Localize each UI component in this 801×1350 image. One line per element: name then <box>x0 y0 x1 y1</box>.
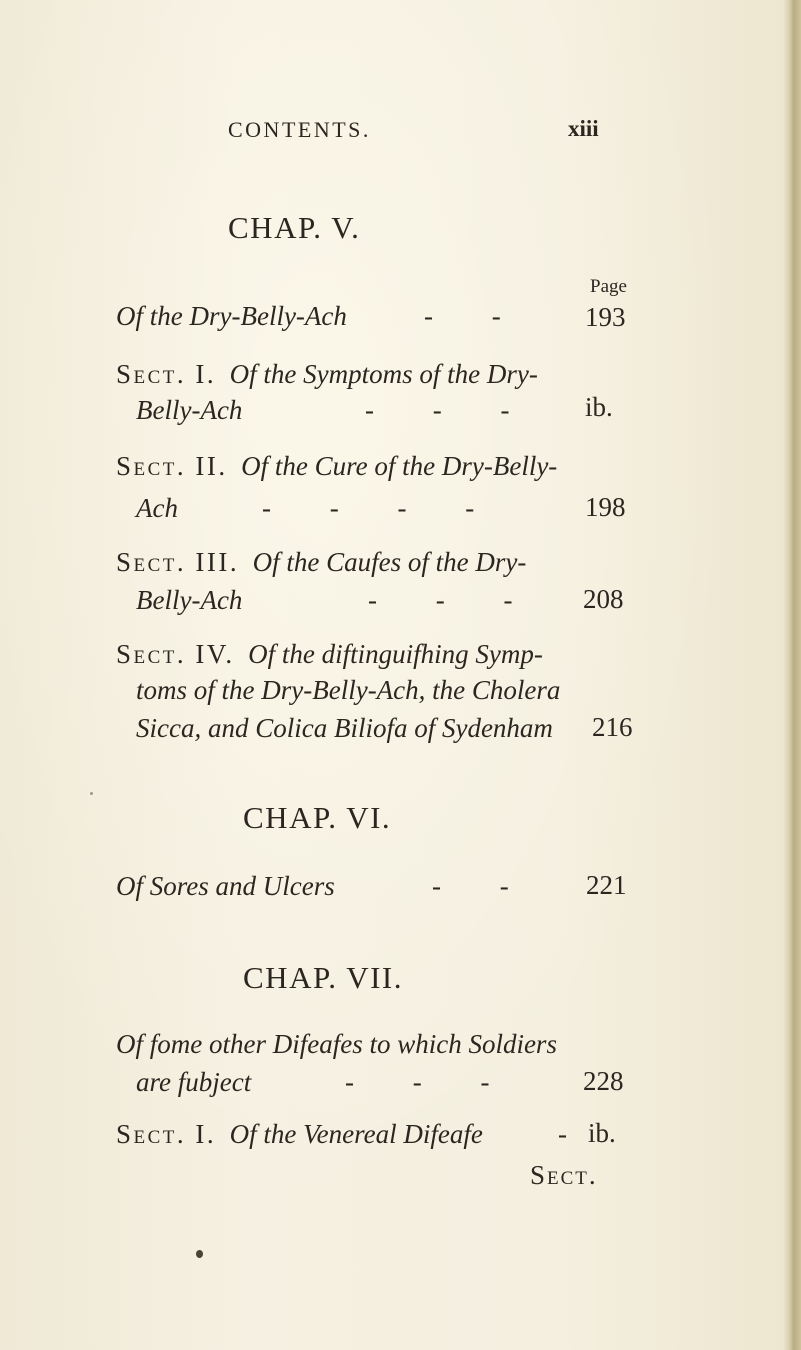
section-label: Sect. IV. <box>116 639 235 669</box>
toc-entry-title: Of Sores and Ulcers <box>116 871 335 901</box>
section-label: Sect. I. <box>116 1119 217 1149</box>
running-head-title: CONTENTS. <box>228 117 371 142</box>
page-folio: xiii <box>568 116 599 141</box>
toc-entry-page: 216 <box>592 712 633 742</box>
toc-entry-title: Sect. I. Of the Symptoms of the Dry- <box>116 359 538 389</box>
ink-speck <box>90 792 93 795</box>
toc-entry-continuation: Belly-Ach <box>136 395 243 425</box>
leader-dashes: - - - - <box>262 493 501 523</box>
toc-entry-continuation: Sicca, and Colica Biliofa of Sydenham <box>136 713 553 743</box>
toc-entry-continuation: Ach <box>136 493 178 523</box>
toc-entry-page: 208 <box>583 584 624 614</box>
toc-entry-page: 228 <box>583 1066 624 1096</box>
toc-entry-page: 193 <box>585 302 626 332</box>
leader-dashes: - - <box>432 871 535 901</box>
toc-entry-title: Of the Dry-Belly-Ach <box>116 301 347 331</box>
catchword: Sect. <box>530 1160 598 1190</box>
toc-entry-title: Of fome other Difeafes to which Soldiers <box>116 1029 557 1059</box>
chapter-heading: CHAP. V. <box>228 210 361 245</box>
leader-dashes: - - <box>424 301 527 331</box>
section-label: Sect. II. <box>116 451 228 481</box>
section-label: Sect. I. <box>116 359 217 389</box>
toc-entry-title: Sect. IV. Of the diftinguifhing Symp- <box>116 639 543 669</box>
leader-dashes: - - - <box>365 395 536 425</box>
toc-entry-title: Sect. III. Of the Caufes of the Dry- <box>116 547 527 577</box>
leader-dashes: - - - <box>368 585 539 615</box>
toc-entry-title: Sect. II. Of the Cure of the Dry-Belly- <box>116 451 558 481</box>
toc-entry-continuation: toms of the Dry-Belly-Ach, the Cholera <box>136 675 561 705</box>
toc-entry-page: ib. <box>585 392 613 422</box>
leader-dashes: - - - <box>345 1067 516 1097</box>
chapter-heading: CHAP. VI. <box>243 800 392 835</box>
toc-entry-page: 221 <box>586 870 627 900</box>
toc-entry-title: Sect. I. Of the Venereal Difeafe <box>116 1119 483 1149</box>
toc-entry-page: 198 <box>585 492 626 522</box>
page-edge <box>783 0 801 1350</box>
toc-entry-continuation: are fubject <box>136 1067 252 1097</box>
toc-entry-page: ib. <box>588 1118 616 1148</box>
leader-dashes: - <box>558 1119 567 1149</box>
section-label: Sect. III. <box>116 547 240 577</box>
chapter-heading: CHAP. VII. <box>243 960 403 995</box>
page-column-label: Page <box>590 276 627 297</box>
ink-speck <box>196 1250 203 1258</box>
toc-entry-continuation: Belly-Ach <box>136 585 243 615</box>
